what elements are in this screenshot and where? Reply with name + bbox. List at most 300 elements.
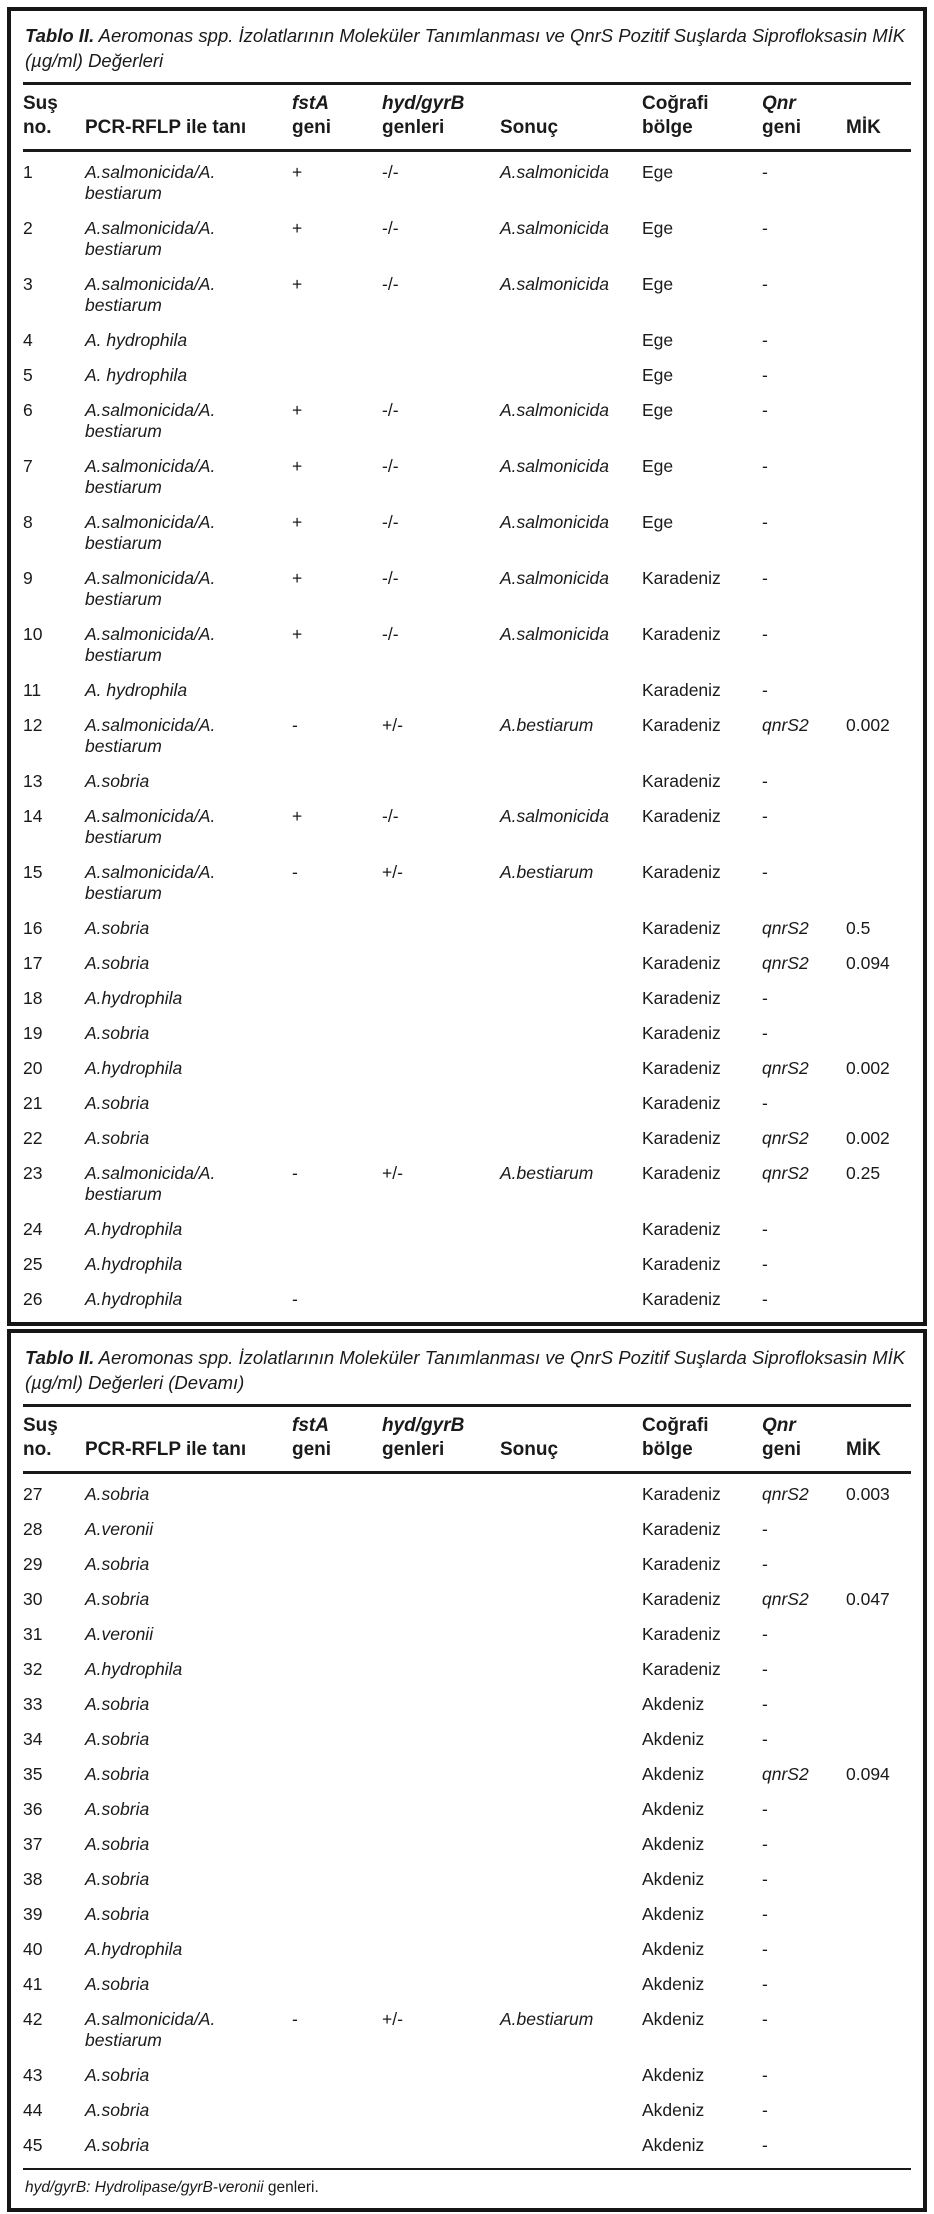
cell-mik (846, 1729, 911, 1750)
cell-bolge: Akdeniz (642, 2135, 705, 2155)
cell-mik (846, 624, 911, 666)
cell-mik (846, 1219, 911, 1240)
cell-tani: A.sobria (85, 1869, 150, 1889)
cell-sonuc (500, 1254, 642, 1275)
cell-bolge: Karadeniz (642, 771, 721, 791)
cell-bolge: Akdeniz (642, 2100, 705, 2120)
cell-hyd-gyrb-genleri (382, 1799, 500, 1820)
table-title-label: Tablo II. (25, 1347, 95, 1368)
header-row (23, 85, 911, 149)
cell-mik: 0.094 (846, 953, 890, 973)
cell-mik (846, 1939, 911, 1960)
cell-hyd-gyrb-genleri: -/- (382, 218, 399, 238)
cell-qnr-geni: qnrS2 (762, 953, 809, 973)
cell-sus-no: 8 (23, 512, 33, 532)
cell-fsta-geni: - (292, 1289, 298, 1309)
cell-sonuc: A.salmonicida (500, 218, 609, 238)
cell-bolge: Ege (642, 365, 674, 385)
cell-sus-no: 3 (23, 274, 33, 294)
cell-sus-no: 31 (23, 1624, 43, 1644)
table-row (23, 2093, 911, 2128)
table-footnote (23, 2170, 911, 2208)
column-header: Qnr geni (762, 1415, 802, 1460)
cell-bolge: Akdeniz (642, 2065, 705, 2085)
cell-fsta-geni (292, 680, 382, 701)
cell-sonuc (500, 2065, 642, 2086)
cell-sus-no: 16 (23, 918, 43, 938)
cell-sonuc (500, 2100, 642, 2121)
cell-hyd-gyrb-genleri (382, 2100, 500, 2121)
table-row (23, 1016, 911, 1051)
cell-mik (846, 806, 911, 848)
cell-fsta-geni: + (292, 456, 303, 476)
cell-sus-no: 41 (23, 1974, 43, 1994)
cell-mik (846, 1519, 911, 1540)
cell-fsta-geni: - (292, 2009, 298, 2029)
cell-bolge: Karadeniz (642, 1484, 721, 1504)
cell-sus-no: 5 (23, 365, 33, 385)
cell-bolge: Karadeniz (642, 715, 721, 735)
cell-bolge: Ege (642, 512, 674, 532)
cell-tani: A.sobria (85, 1974, 150, 1994)
cell-fsta-geni (292, 1764, 382, 1785)
cell-hyd-gyrb-genleri (382, 1023, 500, 1044)
cell-hyd-gyrb-genleri (382, 1694, 500, 1715)
cell-bolge: Karadeniz (642, 568, 721, 588)
cell-fsta-geni (292, 953, 382, 974)
cell-mik (846, 2065, 911, 2086)
cell-qnr-geni: - (762, 456, 768, 476)
cell-fsta-geni: + (292, 568, 303, 588)
cell-qnr-geni: - (762, 1939, 768, 1959)
cell-qnr-geni: - (762, 218, 768, 238)
cell-fsta-geni: - (292, 862, 298, 882)
cell-tani: A.hydrophila (85, 1058, 183, 1078)
cell-hyd-gyrb-genleri (382, 2065, 500, 2086)
cell-mik (846, 218, 911, 260)
cell-sus-no: 29 (23, 1554, 43, 1574)
cell-hyd-gyrb-genleri: -/- (382, 274, 399, 294)
cell-sus-no: 19 (23, 1023, 43, 1043)
cell-tani: A.sobria (85, 918, 150, 938)
cell-fsta-geni (292, 1058, 382, 1079)
cell-sonuc (500, 1589, 642, 1610)
cell-sus-no: 30 (23, 1589, 43, 1609)
cell-sonuc (500, 1904, 642, 1925)
cell-fsta-geni (292, 1519, 382, 1540)
cell-tani: A.hydrophila (85, 1219, 183, 1239)
cell-qnr-geni: qnrS2 (762, 1589, 809, 1609)
column-header: MİK (846, 117, 881, 138)
column-header: Suş no. (23, 1415, 58, 1460)
table-row (23, 1722, 911, 1757)
cell-mik (846, 330, 911, 351)
table-title (25, 23, 909, 73)
cell-tani: A.hydrophila (85, 1659, 183, 1679)
column-header: Sonuç (500, 1439, 559, 1460)
cell-sonuc (500, 1554, 642, 1575)
cell-hyd-gyrb-genleri (382, 1974, 500, 1995)
cell-mik (846, 162, 911, 204)
cell-bolge: Karadeniz (642, 806, 721, 826)
cell-qnr-geni: - (762, 624, 768, 644)
cell-qnr-geni: qnrS2 (762, 1764, 809, 1784)
cell-fsta-geni: + (292, 806, 303, 826)
cell-qnr-geni: qnrS2 (762, 1058, 809, 1078)
table-row (23, 505, 911, 561)
cell-tani: A. hydrophila (85, 330, 188, 350)
cell-tani: A. hydrophila (85, 365, 188, 385)
cell-fsta-geni (292, 771, 382, 792)
cell-tani: A.sobria (85, 1128, 150, 1148)
cell-qnr-geni: - (762, 274, 768, 294)
cell-hyd-gyrb-genleri (382, 953, 500, 974)
cell-sus-no: 22 (23, 1128, 43, 1148)
cell-sus-no: 9 (23, 568, 33, 588)
cell-sonuc (500, 1659, 642, 1680)
column-header: Coğrafi bölge (642, 1415, 709, 1460)
cell-hyd-gyrb-genleri: +/- (382, 2009, 403, 2029)
cell-fsta-geni: + (292, 274, 303, 294)
table-row (23, 393, 911, 449)
cell-bolge: Akdeniz (642, 1904, 705, 1924)
cell-sus-no: 45 (23, 2135, 43, 2155)
table-title-label: Tablo II. (25, 25, 95, 46)
cell-qnr-geni: - (762, 568, 768, 588)
column-header: Coğrafi bölge (642, 93, 709, 138)
table-row (23, 1156, 911, 1212)
cell-qnr-geni: - (762, 1869, 768, 1889)
cell-mik (846, 568, 911, 610)
cell-sus-no: 4 (23, 330, 33, 350)
cell-mik (846, 2135, 911, 2156)
cell-hyd-gyrb-genleri (382, 330, 500, 351)
cell-qnr-geni: - (762, 1659, 768, 1679)
cell-mik (846, 1093, 911, 1114)
cell-qnr-geni: - (762, 1974, 768, 1994)
cell-hyd-gyrb-genleri (382, 1093, 500, 1114)
cell-mik (846, 512, 911, 554)
table-row (23, 1862, 911, 1897)
cell-bolge: Akdeniz (642, 1764, 705, 1784)
cell-fsta-geni (292, 1624, 382, 1645)
cell-mik (846, 1834, 911, 1855)
cell-hyd-gyrb-genleri (382, 1519, 500, 1540)
cell-tani: A.sobria (85, 2135, 150, 2155)
cell-qnr-geni: - (762, 512, 768, 532)
cell-sonuc (500, 988, 642, 1009)
cell-fsta-geni (292, 1834, 382, 1855)
table-row (23, 1652, 911, 1687)
cell-hyd-gyrb-genleri (382, 1058, 500, 1079)
table-row (23, 1212, 911, 1247)
table-row (23, 1792, 911, 1827)
cell-hyd-gyrb-genleri (382, 1904, 500, 1925)
cell-hyd-gyrb-genleri (382, 1729, 500, 1750)
cell-bolge: Karadeniz (642, 1659, 721, 1679)
cell-sonuc (500, 1519, 642, 1540)
column-header: Sonuç (500, 117, 559, 138)
table-row (23, 1477, 911, 1512)
cell-fsta-geni: - (292, 1163, 298, 1183)
cell-hyd-gyrb-genleri: +/- (382, 862, 403, 882)
cell-qnr-geni: - (762, 1624, 768, 1644)
cell-sus-no: 39 (23, 1904, 43, 1924)
cell-sonuc: A.salmonicida (500, 456, 609, 476)
cell-hyd-gyrb-genleri (382, 365, 500, 386)
cell-tani: A.sobria (85, 1729, 150, 1749)
cell-fsta-geni (292, 1219, 382, 1240)
cell-bolge: Akdeniz (642, 1939, 705, 1959)
cell-tani: A.salmonicida/A. bestiarum (85, 162, 216, 203)
cell-tani: A.sobria (85, 771, 150, 791)
cell-sus-no: 37 (23, 1834, 43, 1854)
cell-bolge: Akdeniz (642, 1729, 705, 1749)
cell-sonuc: A.salmonicida (500, 568, 609, 588)
cell-tani: A.sobria (85, 1093, 150, 1113)
cell-bolge: Karadeniz (642, 1254, 721, 1274)
table-row (23, 2128, 911, 2163)
cell-sonuc: A.salmonicida (500, 624, 609, 644)
cell-tani: A.sobria (85, 1589, 150, 1609)
cell-sonuc (500, 2135, 642, 2156)
cell-sus-no: 27 (23, 1484, 43, 1504)
cell-hyd-gyrb-genleri: -/- (382, 624, 399, 644)
cell-tani: A.sobria (85, 1023, 150, 1043)
cell-hyd-gyrb-genleri (382, 918, 500, 939)
cell-fsta-geni (292, 1694, 382, 1715)
cell-sus-no: 43 (23, 2065, 43, 2085)
cell-bolge: Karadeniz (642, 1289, 721, 1309)
table-row (23, 1897, 911, 1932)
cell-sus-no: 2 (23, 218, 33, 238)
cell-bolge: Ege (642, 162, 674, 182)
cell-qnr-geni: - (762, 1093, 768, 1113)
cell-fsta-geni: - (292, 715, 298, 735)
cell-qnr-geni: - (762, 680, 768, 700)
cell-sus-no: 24 (23, 1219, 43, 1239)
cell-mik (846, 2009, 911, 2051)
table-row (23, 799, 911, 855)
column-header: fstA geni (292, 1415, 332, 1460)
cell-fsta-geni (292, 1589, 382, 1610)
cell-qnr-geni: - (762, 771, 768, 791)
cell-fsta-geni (292, 1023, 382, 1044)
cell-sonuc (500, 1869, 642, 1890)
cell-sus-no: 10 (23, 624, 43, 644)
cell-qnr-geni: - (762, 806, 768, 826)
cell-sonuc (500, 1484, 642, 1505)
cell-fsta-geni: + (292, 218, 303, 238)
cell-mik: 0.094 (846, 1764, 890, 1784)
cell-bolge: Akdeniz (642, 1694, 705, 1714)
cell-fsta-geni (292, 1939, 382, 1960)
cell-mik (846, 862, 911, 904)
cell-mik (846, 400, 911, 442)
cell-sus-no: 1 (23, 162, 33, 182)
cell-bolge: Ege (642, 400, 674, 420)
table-body (23, 1474, 911, 2168)
column-header: Qnr geni (762, 93, 802, 138)
cell-bolge: Karadeniz (642, 1058, 721, 1078)
cell-sonuc: A.bestiarum (500, 2009, 594, 2029)
table-row (23, 1512, 911, 1547)
cell-sus-no: 13 (23, 771, 43, 791)
cell-qnr-geni: - (762, 862, 768, 882)
cell-qnr-geni: qnrS2 (762, 1163, 809, 1183)
table-row (23, 981, 911, 1016)
cell-bolge: Karadeniz (642, 988, 721, 1008)
table-row (23, 617, 911, 673)
cell-sonuc (500, 1093, 642, 1114)
cell-fsta-geni (292, 1484, 382, 1505)
cell-bolge: Ege (642, 330, 674, 350)
cell-sus-no: 25 (23, 1254, 43, 1274)
cell-sus-no: 36 (23, 1799, 43, 1819)
cell-bolge: Karadeniz (642, 1589, 721, 1609)
cell-sonuc (500, 918, 642, 939)
cell-sonuc (500, 1799, 642, 1820)
cell-sus-no: 21 (23, 1093, 43, 1113)
table-row (23, 1582, 911, 1617)
cell-hyd-gyrb-genleri (382, 680, 500, 701)
cell-qnr-geni: - (762, 1799, 768, 1819)
cell-mik (846, 1694, 911, 1715)
cell-fsta-geni (292, 1869, 382, 1890)
cell-mik: 0.003 (846, 1484, 890, 1504)
cell-sonuc (500, 680, 642, 701)
cell-sonuc: A.bestiarum (500, 862, 594, 882)
cell-qnr-geni: - (762, 365, 768, 385)
table-row (23, 855, 911, 911)
footnote-suffix: genleri. (263, 2179, 319, 2196)
cell-sus-no: 11 (23, 680, 42, 700)
cell-sus-no: 12 (23, 715, 43, 735)
cell-hyd-gyrb-genleri (382, 1624, 500, 1645)
cell-hyd-gyrb-genleri (382, 1289, 500, 1310)
cell-tani: A.veronii (85, 1624, 154, 1644)
table-row (23, 911, 911, 946)
cell-fsta-geni (292, 1093, 382, 1114)
cell-tani: A.sobria (85, 1484, 150, 1504)
cell-sonuc: A.salmonicida (500, 400, 609, 420)
cell-qnr-geni: qnrS2 (762, 918, 809, 938)
cell-qnr-geni: - (762, 2009, 768, 2029)
cell-fsta-geni (292, 1974, 382, 1995)
cell-bolge: Karadeniz (642, 1128, 721, 1148)
cell-mik: 0.002 (846, 1058, 890, 1078)
table-row (23, 1121, 911, 1156)
cell-mik (846, 274, 911, 316)
cell-bolge: Karadeniz (642, 1624, 721, 1644)
cell-qnr-geni: qnrS2 (762, 1484, 809, 1504)
cell-qnr-geni: - (762, 1904, 768, 1924)
cell-tani: A.sobria (85, 2100, 150, 2120)
table-row (23, 1967, 911, 2002)
cell-sus-no: 33 (23, 1694, 43, 1714)
table-row (23, 1827, 911, 1862)
table-row (23, 764, 911, 799)
table-title-text: Aeromonas spp. İzolatlarının Moleküler Tanımlanması ve QnrS Pozitif Suşlarda Siprofloksasin MİK (µg/ml) Değerleri (25, 25, 906, 71)
cell-sus-no: 38 (23, 1869, 43, 1889)
cell-bolge: Karadeniz (642, 953, 721, 973)
cell-sonuc: A.salmonicida (500, 162, 609, 182)
cell-hyd-gyrb-genleri: -/- (382, 162, 399, 182)
table-title (25, 1345, 909, 1395)
cell-sus-no: 7 (23, 456, 33, 476)
cell-sus-no: 6 (23, 400, 33, 420)
cell-qnr-geni: qnrS2 (762, 1128, 809, 1148)
cell-mik (846, 1659, 911, 1680)
cell-sus-no: 23 (23, 1163, 43, 1183)
column-header: Suş no. (23, 93, 58, 138)
table-row (23, 267, 911, 323)
cell-sus-no: 17 (23, 953, 43, 973)
table-body (23, 152, 911, 1322)
cell-tani: A.veronii (85, 1519, 154, 1539)
cell-sonuc (500, 1694, 642, 1715)
cell-qnr-geni: - (762, 1254, 768, 1274)
cell-hyd-gyrb-genleri (382, 1554, 500, 1575)
cell-fsta-geni (292, 1128, 382, 1149)
cell-mik (846, 1974, 911, 1995)
cell-hyd-gyrb-genleri (382, 1219, 500, 1240)
cell-tani: A.hydrophila (85, 1289, 183, 1309)
cell-hyd-gyrb-genleri: -/- (382, 456, 399, 476)
cell-qnr-geni: - (762, 330, 768, 350)
cell-mik: 0.002 (846, 1128, 890, 1148)
cell-bolge: Karadeniz (642, 1519, 721, 1539)
cell-mik (846, 456, 911, 498)
cell-sonuc (500, 1128, 642, 1149)
table-row (23, 1282, 911, 1317)
cell-sus-no: 44 (23, 2100, 43, 2120)
cell-sonuc: A.bestiarum (500, 1163, 594, 1183)
cell-bolge: Karadeniz (642, 1163, 721, 1183)
cell-sonuc (500, 1729, 642, 1750)
table-row (23, 1687, 911, 1722)
cell-hyd-gyrb-genleri (382, 1484, 500, 1505)
table-row (23, 449, 911, 505)
table-row (23, 561, 911, 617)
table-row (23, 1617, 911, 1652)
footnote-gene-names: hyd/gyrB: Hydrolipase/gyrB-veronii (25, 2179, 264, 2196)
cell-sonuc (500, 1023, 642, 1044)
cell-sonuc (500, 1289, 642, 1310)
cell-tani: A.sobria (85, 1834, 150, 1854)
cell-sonuc: A.salmonicida (500, 512, 609, 532)
cell-sonuc (500, 1219, 642, 1240)
table-row (23, 1547, 911, 1582)
column-header: PCR-RFLP ile tanı (85, 1439, 247, 1460)
cell-mik (846, 1799, 911, 1820)
cell-mik (846, 1554, 911, 1575)
cell-fsta-geni: + (292, 162, 303, 182)
table-title-text: Aeromonas spp. İzolatlarının Moleküler Tanımlanması ve QnrS Pozitif Suşlarda Siprofloksasin MİK (µg/ml) Değerleri (Devamı) (25, 1347, 906, 1393)
cell-tani: A.sobria (85, 1554, 150, 1574)
cell-mik (846, 1289, 911, 1310)
table-row (23, 1932, 911, 1967)
cell-bolge: Karadeniz (642, 1219, 721, 1239)
cell-sonuc (500, 1624, 642, 1645)
cell-sus-no: 18 (23, 988, 43, 1008)
table-row (23, 1247, 911, 1282)
cell-qnr-geni: - (762, 1729, 768, 1749)
cell-mik (846, 1869, 911, 1890)
cell-bolge: Ege (642, 274, 674, 294)
cell-qnr-geni: - (762, 1519, 768, 1539)
cell-fsta-geni (292, 1799, 382, 1820)
